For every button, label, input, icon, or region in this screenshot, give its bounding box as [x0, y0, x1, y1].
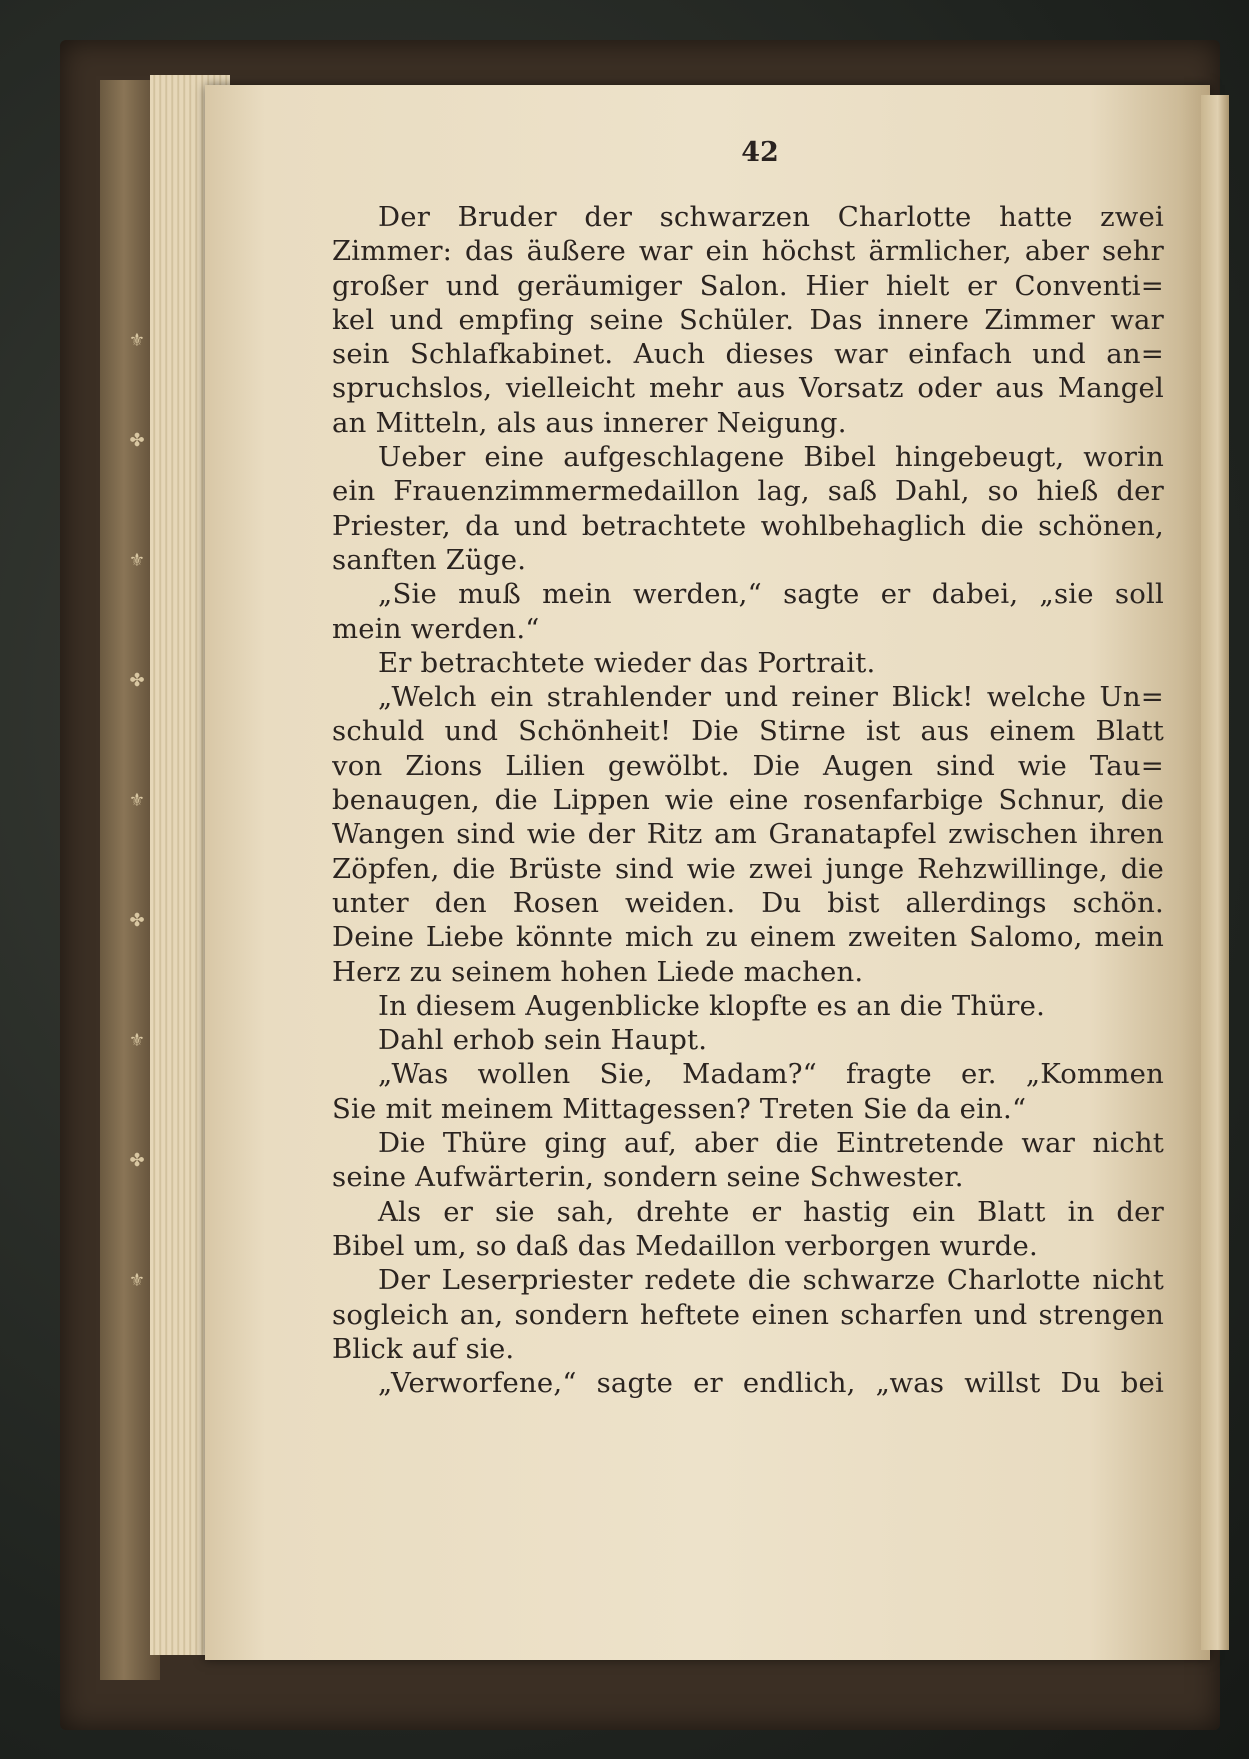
ornament-icon: ✤: [129, 910, 145, 931]
ornament-icon: ⚜: [128, 1270, 146, 1291]
text-line: Blick auf sie.: [332, 1332, 515, 1365]
text-line: sein Schlafkabinet. Auch dieses war einfach und an=: [332, 338, 1164, 371]
text-line: „Verworfene,“ sagte er endlich, „was willst Du bei: [378, 1367, 1164, 1400]
text-line: Der Leserpriester redete die schwarze Charlotte nicht: [378, 1264, 1164, 1297]
text-line: ein Frauenzimmermedaillon lag, saß Dahl, so hieß der: [332, 475, 1164, 508]
text-line: schuld und Schönheit! Die Stirne ist aus einem Blatt: [332, 715, 1164, 748]
text-line: Deine Liebe könnte mich zu einem zweiten Salomo, mein: [332, 921, 1164, 954]
text-line: Dahl erhob sein Haupt.: [378, 1024, 708, 1057]
text-line: Herz zu seinem hohen Liede machen.: [332, 955, 864, 988]
text-line: Zöpfen, die Brüste sind wie zwei junge Rehzwillinge, die: [332, 852, 1164, 885]
ornament-icon: ✤: [129, 670, 145, 691]
ornament-icon: ⚜: [128, 330, 146, 351]
page-body-text: [332, 200, 1164, 1400]
text-line: „Was wollen Sie, Madam?“ fragte er. „Kommen: [378, 1058, 1164, 1091]
text-line: seine Aufwärterin, sondern seine Schwester.: [332, 1161, 964, 1194]
text-line: kel und empfing seine Schüler. Das innere Zimmer war: [332, 303, 1164, 336]
text-line: an Mitteln, als aus innerer Neigung.: [332, 406, 847, 439]
text-line: unter den Rosen weiden. Du bist allerdings schön.: [332, 886, 1164, 919]
ornament-icon: ⚜: [128, 790, 146, 811]
text-line: sogleich an, sondern heftete einen scharfen und strengen: [332, 1298, 1164, 1331]
text-line: von Zions Lilien gewölbt. Die Augen sind wie Tau=: [332, 749, 1164, 782]
text-line: benaugen, die Lippen wie eine rosenfarbige Schnur, die: [332, 784, 1164, 817]
ornament-icon: ✤: [129, 430, 145, 451]
text-line: großer und geräumiger Salon. Hier hielt er Conventi=: [332, 269, 1164, 302]
text-line: sanften Züge.: [332, 543, 527, 576]
text-line: In diesem Augenblicke klopfte es an die Thüre.: [378, 989, 1046, 1022]
text-line: Wangen sind wie der Ritz am Granatapfel zwischen ihren: [332, 818, 1164, 851]
ornament-icon: ⚜: [128, 550, 146, 571]
text-line: Ueber eine aufgeschlagene Bibel hingebeugt, worin: [378, 441, 1164, 474]
text-line: „Welch ein strahlender und reiner Blick! welche Un=: [378, 681, 1164, 714]
text-line: Als er sie sah, drehte er hastig ein Blatt in der: [378, 1195, 1164, 1228]
page-number: 42: [741, 137, 779, 168]
text-line: spruchslos, vielleicht mehr aus Vorsatz oder aus Mangel: [332, 372, 1164, 405]
text-line: Bibel um, so daß das Medaillon verborgen wurde.: [332, 1229, 1038, 1262]
text-line: „Sie muß mein werden,“ sagte er dabei, „sie soll: [378, 578, 1164, 611]
text-line: Er betrachtete wieder das Portrait.: [378, 646, 876, 679]
text-line: Der Bruder der schwarzen Charlotte hatte zwei: [378, 201, 1164, 233]
ornament-icon: ✤: [129, 1150, 145, 1171]
text-line: Zimmer: das äußere war ein höchst ärmlicher, aber sehr: [332, 235, 1164, 268]
text-line: mein werden.“: [332, 612, 540, 645]
facing-page-edge: [1201, 95, 1229, 1650]
spine-ornaments: [128, 330, 148, 1530]
text-line: Priester, da und betrachtete wohlbehaglich die schönen,: [332, 509, 1164, 542]
text-line: Die Thüre ging auf, aber die Eintretende war nicht: [378, 1127, 1164, 1160]
ornament-icon: ⚜: [128, 1030, 146, 1051]
text-line: Sie mit meinem Mittagessen? Treten Sie da ein.“: [332, 1092, 1027, 1125]
